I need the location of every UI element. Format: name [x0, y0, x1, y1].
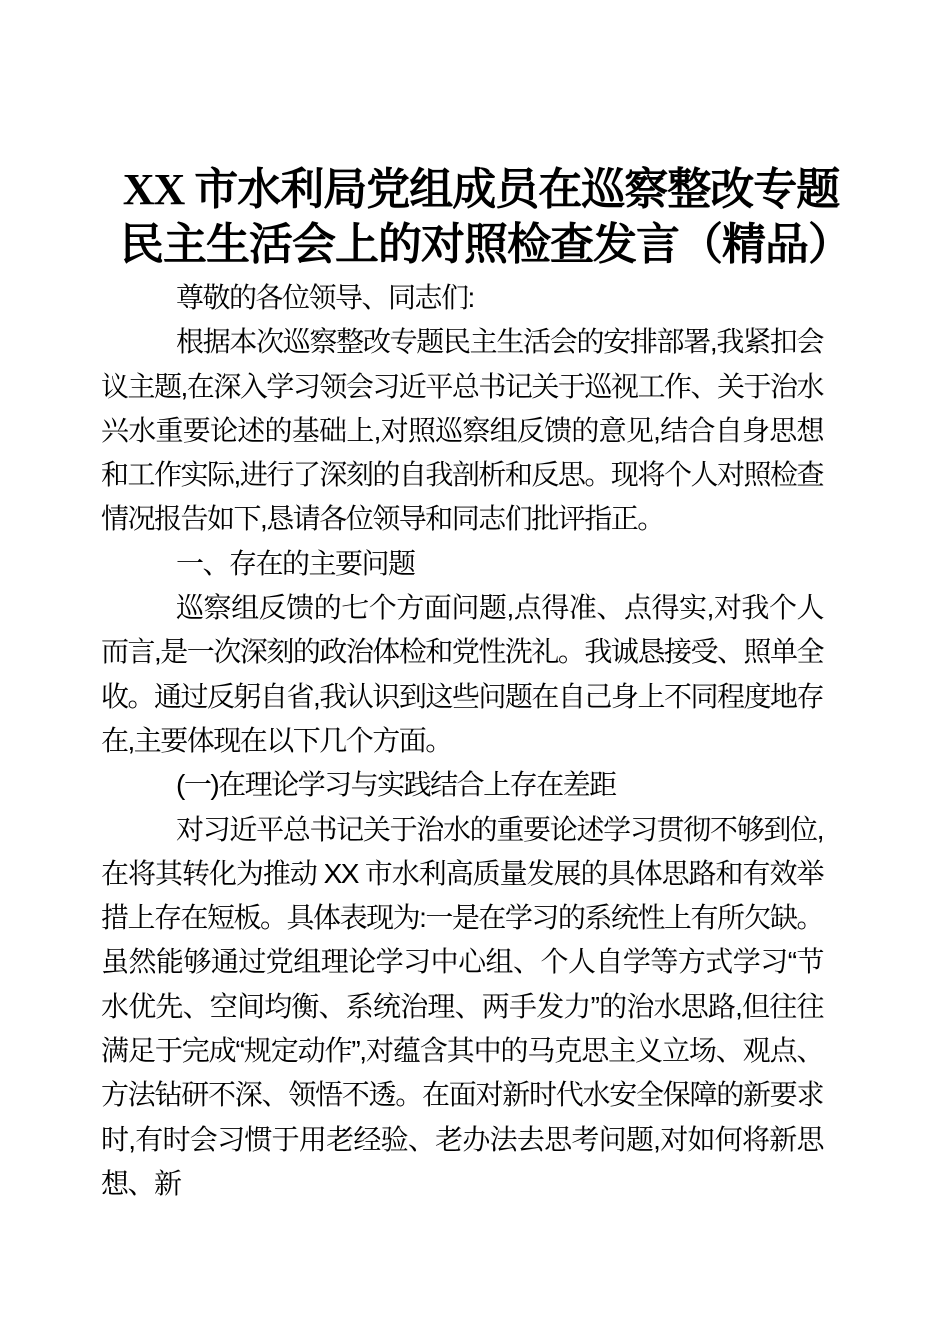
title-line-2: 民主生活会上的对照检查发言（精品）	[120, 220, 851, 269]
document-title	[120, 162, 851, 272]
paragraph-problems-overview: 巡察组反馈的七个方面问题,点得准、点得实,对我个人而言,是一次深刻的政治体检和党性洗礼。我诚恳接受、照单全收。通过反躬自省,我认识到这些问题在自己身上不同程度地存在,主要体现在以下几个方面。	[101, 592, 823, 756]
paragraph-theory-gap-detail: 对习近平总书记关于治水的重要论述学习贯彻不够到位,在将其转化为推动 XX 市水利高质量发展的具体思路和有效举措上存在短板。具体表现为:一是在学习的系统性上有所欠缺。虽然能够通过党组理论学习中心组、个人自学等方式学习“节水优先、空间均衡、系统治理、两手发力”的治水思路,但往往满足于完成“规定动作”,对蕴含其中的马克思主义立场、观点、方法钻研不深、领悟不透。在面对新时代水安全保障的新要求时,有时会习惯于用老经验、老办法去思考问题,对如何将新思想、新	[101, 813, 823, 1199]
paragraph-intro: 根据本次巡察整改专题民主生活会的安排部署,我紧扣会议主题,在深入学习领会习近平总书记关于巡视工作、关于治水兴水重要论述的基础上,对照巡察组反馈的意见,结合自身思想和工作实际,进行了深刻的自我剖析和反思。现将个人对照检查情况报告如下,恳请各位领导和同志们批评指正。	[101, 326, 823, 535]
subsection-heading-theory-gap: (一)在理论学习与实践结合上存在差距	[176, 769, 616, 801]
paragraph-salutation: 尊敬的各位领导、同志们:	[176, 282, 474, 313]
title-line-1: XX 市水利局党组成员在巡察整改专题	[122, 165, 840, 214]
section-heading-main-problems: 一、存在的主要问题	[176, 547, 415, 579]
